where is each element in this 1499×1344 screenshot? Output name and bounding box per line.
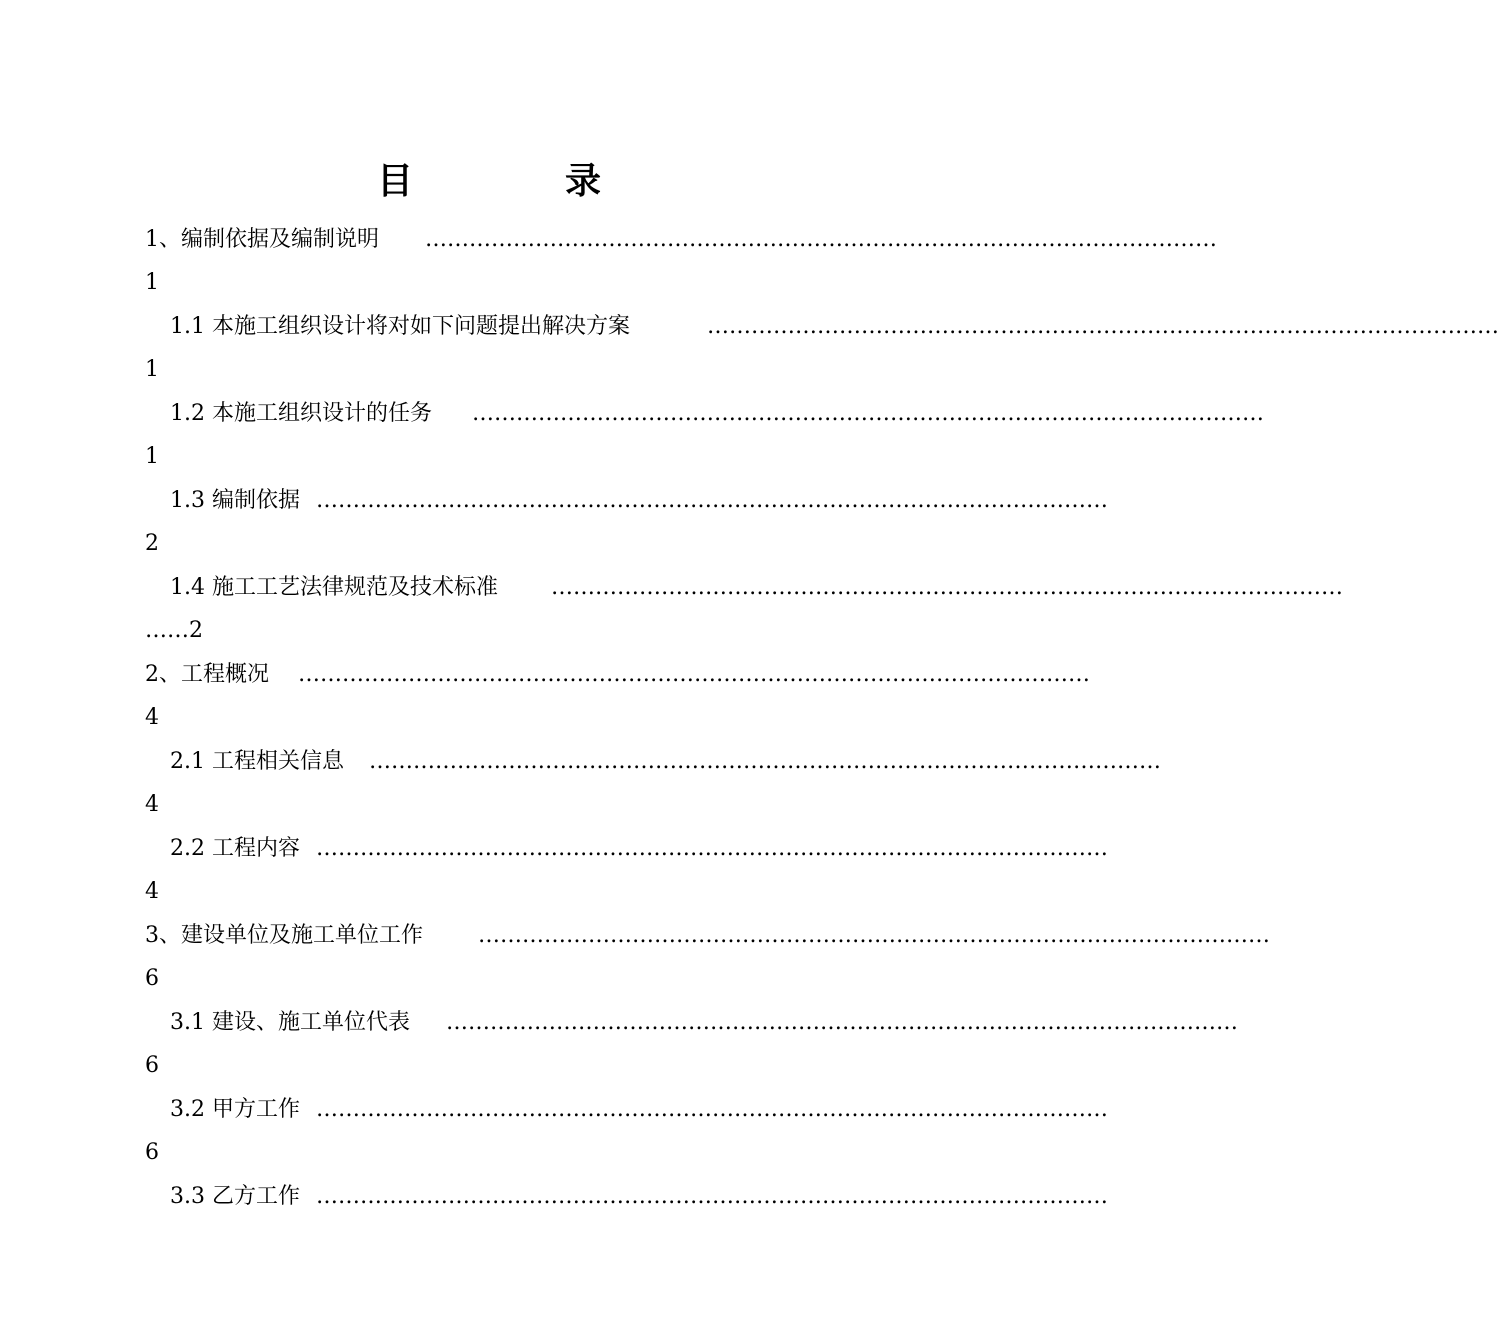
toc-entry-page: 6 (145, 1053, 159, 1078)
toc-entry[interactable] (0, 394, 1264, 434)
toc-entry[interactable] (0, 307, 1499, 347)
toc-leader: ……………………………………………………………………………………………… (472, 401, 1264, 426)
toc-entry[interactable] (0, 829, 1108, 869)
toc-leader: ……………………………………………………………………………………………… (298, 662, 1090, 687)
toc-leader: ……………………………………………………………………………………………… (316, 836, 1108, 861)
toc-entry-page: 4 (145, 705, 159, 730)
toc-leader: ……………………………………………………………………………………………… (369, 749, 1161, 774)
toc-entry-label: 3.1 建设、施工单位代表 (170, 1010, 410, 1035)
toc-entry-page: ……2 (145, 618, 203, 643)
toc-entry[interactable] (0, 916, 1270, 956)
toc-entry-label: 1.1 本施工组织设计将对如下问题提出解决方案 (170, 314, 630, 339)
toc-entry[interactable] (0, 481, 1108, 521)
toc-entry-page: 2 (145, 531, 159, 556)
toc-entry-page: 1 (145, 444, 159, 469)
toc-entry[interactable] (0, 220, 1217, 260)
toc-entry[interactable] (0, 742, 1161, 782)
toc-entry-label: 1.3 编制依据 (170, 488, 300, 513)
toc-entry-label: 2.2 工程内容 (170, 836, 300, 861)
toc-entry-label: 3、建设单位及施工单位工作 (145, 923, 423, 948)
toc-entry-label: 2、工程概况 (145, 662, 269, 687)
toc-entry-page: 4 (145, 792, 159, 817)
toc-entry-page: 1 (145, 357, 159, 382)
toc-title-char-1: 目 (377, 161, 414, 202)
toc-leader: ……………………………………………………………………………………………… (316, 1184, 1108, 1209)
toc-leader: ……………………………………………………………………………………………… (707, 314, 1499, 339)
toc-leader: ……………………………………………………………………………………………… (551, 575, 1343, 600)
toc-entry-label: 1、编制依据及编制说明 (145, 227, 379, 252)
toc-entry-label: 2.1 工程相关信息 (170, 749, 344, 774)
toc-entry[interactable] (0, 655, 1090, 695)
toc-leader: ……………………………………………………………………………………………… (316, 488, 1108, 513)
toc-entry-page: 6 (145, 1140, 159, 1165)
toc-entry[interactable] (0, 1177, 1108, 1217)
toc-leader: ……………………………………………………………………………………………… (478, 923, 1270, 948)
toc-leader: ……………………………………………………………………………………………… (425, 227, 1217, 252)
toc-entry[interactable] (0, 1090, 1108, 1130)
toc-entry-page: 6 (145, 966, 159, 991)
toc-entry-label: 3.3 乙方工作 (170, 1184, 300, 1209)
toc-entry-label: 1.4 施工工艺法律规范及技术标准 (170, 575, 498, 600)
toc-entry-label: 1.2 本施工组织设计的任务 (170, 401, 432, 426)
toc-entry[interactable] (0, 568, 1343, 608)
toc-entry-label: 3.2 甲方工作 (170, 1097, 300, 1122)
toc-title-char-2: 录 (565, 161, 602, 202)
toc-entry-page: 1 (145, 270, 159, 295)
toc-entry-page: 4 (145, 879, 159, 904)
toc-leader: ……………………………………………………………………………………………… (316, 1097, 1108, 1122)
toc-entry[interactable] (0, 1003, 1238, 1043)
toc-leader: ……………………………………………………………………………………………… (446, 1010, 1238, 1035)
